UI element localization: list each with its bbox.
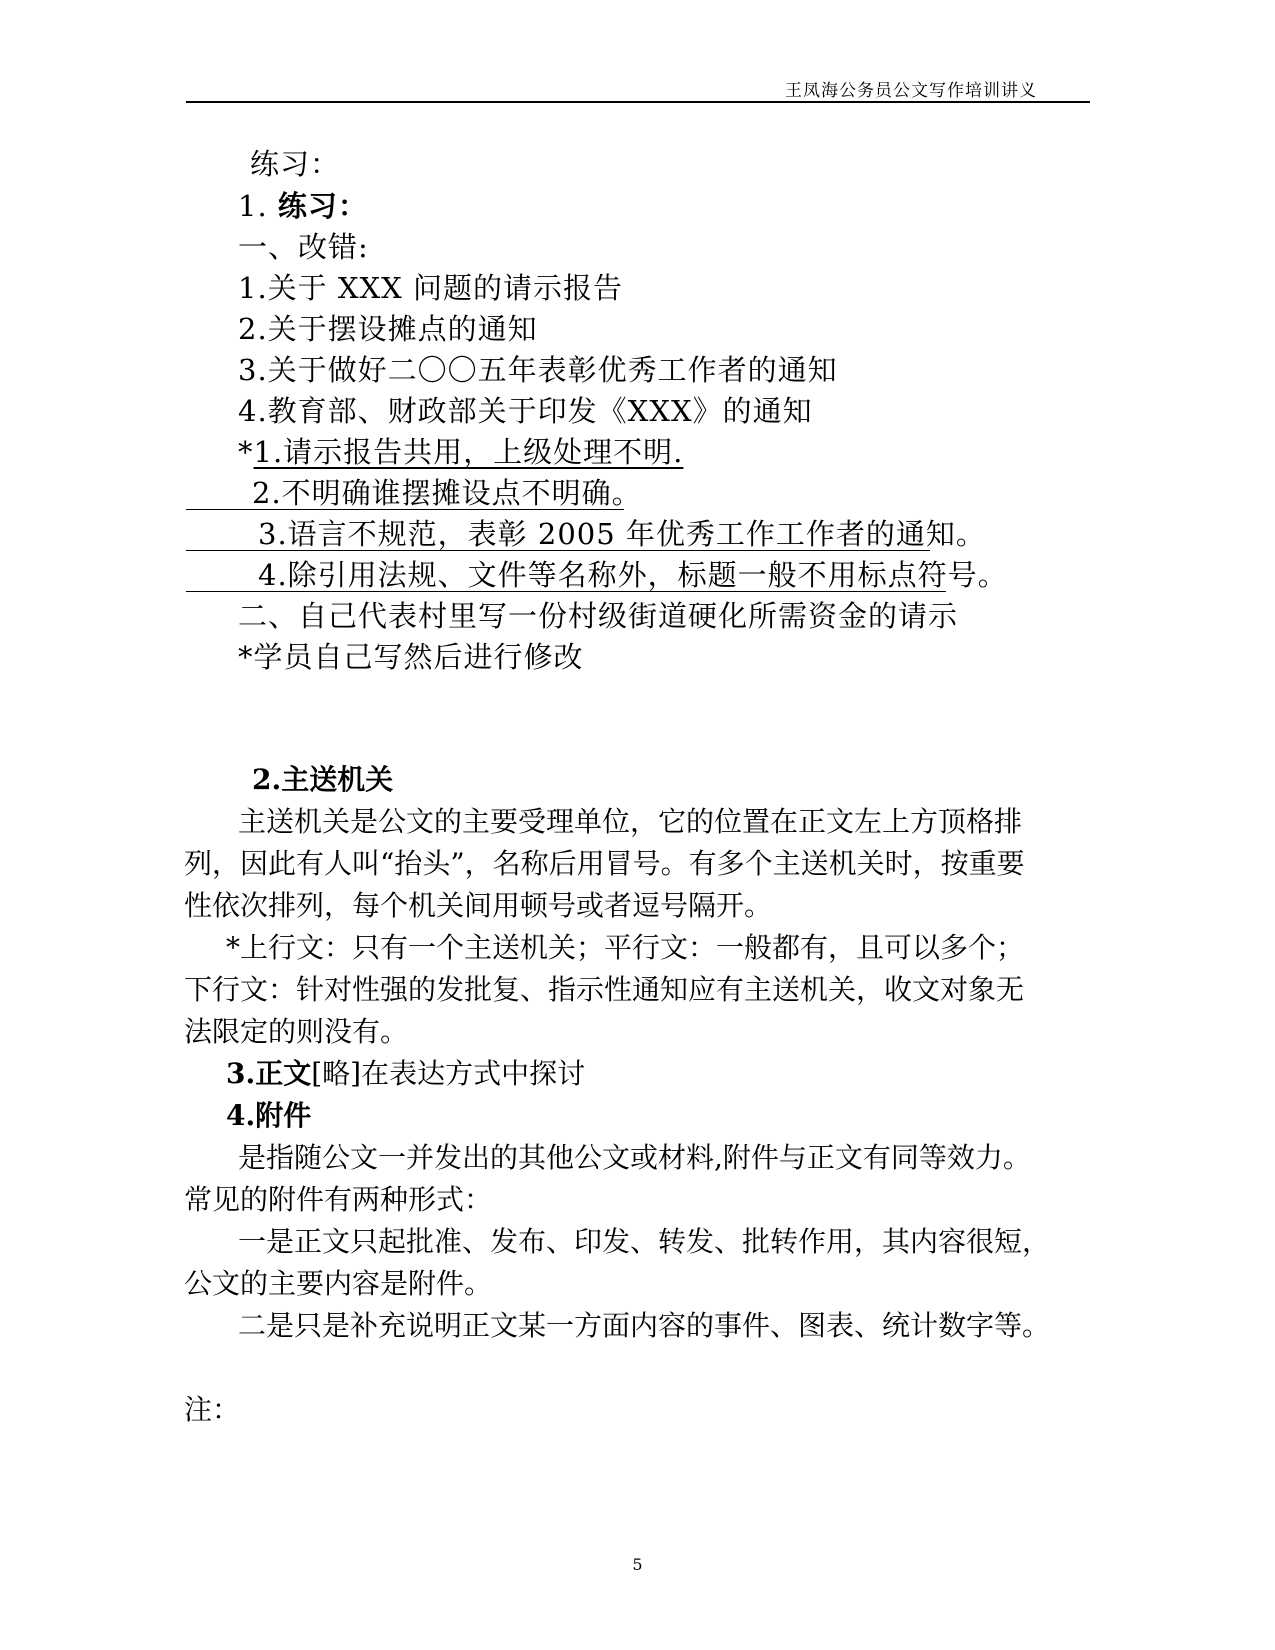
section-correction: 一、改错: — [238, 230, 369, 264]
attachment-p3-line1: 二是只是补充说明正文某一方面内容的事件、图表、统计数字等。 — [238, 1309, 1051, 1342]
footnote-label: 注： — [184, 1393, 241, 1426]
answer-4-text: 4.除引用法规、文件等名称外，标题一般不用标点符号 — [258, 558, 978, 592]
recipient-p2-line3: 法限定的则没有。 — [184, 1015, 409, 1048]
body-heading-note: [略]在表达方式中探讨 — [311, 1057, 586, 1090]
recipient-p1-line2: 列，因此有人叫“抬头”，名称后用冒号。有多个主送机关时，按重要 — [184, 847, 1025, 880]
recipient-heading: 2.主送机关 — [252, 763, 394, 796]
answer-2: 2.不明确谁摆摊设点不明确。 — [252, 476, 642, 510]
question-4: 4.教育部、财政部关于印发《XXX》的通知 — [238, 394, 813, 428]
answer-3: 3.语言不规范，表彰 2005 年优秀工作工作者的通知。 — [258, 517, 986, 551]
header-title: 王凤海公务员公文写作培训讲义 — [785, 81, 1037, 101]
answer-1 — [238, 434, 683, 470]
exercise-item-1-number: 1. — [238, 189, 268, 223]
attachment-p2-line1: 一是正文只起批准、发布、印发、转发、批转作用，其内容很短， — [238, 1225, 1051, 1258]
question-1: 1.关于 XXX 问题的请示报告 — [238, 271, 624, 305]
body-heading — [226, 1056, 585, 1092]
attachment-p1-line1: 是指随公文一并发出的其他公文或材料,附件与正文有同等效力。 — [238, 1141, 1031, 1174]
page-number: 5 — [632, 1555, 643, 1574]
exercise-item-1-label: 练习： — [277, 189, 368, 223]
exercise-heading: 练习： — [250, 147, 341, 181]
answer-1-text: 1.请示报告共用，上级处理不明. — [253, 435, 684, 469]
answer-star: * — [238, 435, 254, 469]
attachment-p2-line2: 公文的主要内容是附件。 — [184, 1267, 493, 1300]
recipient-p2-line1: *上行文：只有一个主送机关；平行文：一般都有，且可以多个； — [226, 931, 1025, 964]
question-3: 3.关于做好二〇〇五年表彰优秀工作者的通知 — [238, 353, 838, 387]
attachment-p1-line2: 常见的附件有两种形式： — [184, 1183, 493, 1216]
recipient-p1-line1: 主送机关是公文的主要受理单位，它的位置在正文左上方顶格排 — [238, 805, 1023, 838]
exercise-item-1 — [238, 188, 368, 224]
header-rule — [186, 101, 1090, 103]
body-heading-title: 3.正文 — [226, 1057, 312, 1090]
answer-4 — [258, 557, 1008, 593]
exercise-note: *学员自己写然后进行修改 — [238, 640, 584, 674]
section-request: 二、自己代表村里写一份村级街道硬化所需资金的请示 — [238, 599, 959, 633]
attachment-heading: 4.附件 — [226, 1099, 312, 1132]
question-2: 2.关于摆设摊点的通知 — [238, 312, 538, 346]
recipient-p1-line3: 性依次排列，每个机关间用顿号或者逗号隔开。 — [184, 889, 773, 922]
answer-4-end: 。 — [977, 558, 1008, 592]
recipient-p2-line2: 下行文：针对性强的发批复、指示性通知应有主送机关，收文对象无 — [184, 973, 1025, 1006]
